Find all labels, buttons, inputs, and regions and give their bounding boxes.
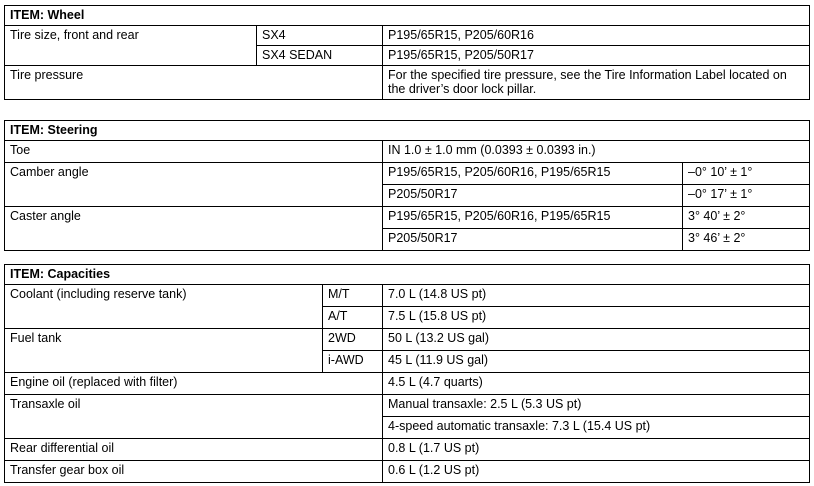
caster-value-1: 3° 40’ ± 2° xyxy=(683,207,810,229)
steering-table xyxy=(4,120,810,251)
wheel-header: ITEM: Wheel xyxy=(5,6,810,26)
transfer-value: 0.6 L (1.2 US pt) xyxy=(383,461,810,483)
caster-label: Caster angle xyxy=(5,207,383,251)
caster-tires-1: P195/65R15, P205/60R16, P195/65R15 xyxy=(383,207,683,229)
rear-diff-label: Rear differential oil xyxy=(5,439,383,461)
engine-oil-label: Engine oil (replaced with filter) xyxy=(5,373,383,395)
capacities-header: ITEM: Capacities xyxy=(5,265,810,285)
coolant-at-label: A/T xyxy=(323,307,383,329)
tire-pressure-label: Tire pressure xyxy=(5,66,383,100)
camber-value-1: –0° 10’ ± 1° xyxy=(683,163,810,185)
caster-value-2: 3° 46’ ± 2° xyxy=(683,229,810,251)
camber-tires-2: P205/50R17 xyxy=(383,185,683,207)
camber-tires-1: P195/65R15, P205/60R16, P195/65R15 xyxy=(383,163,683,185)
fuel-2wd-value: 50 L (13.2 US gal) xyxy=(383,329,810,351)
fuel-2wd-label: 2WD xyxy=(323,329,383,351)
caster-tires-2: P205/50R17 xyxy=(383,229,683,251)
fuel-label: Fuel tank xyxy=(5,329,323,373)
transfer-label: Transfer gear box oil xyxy=(5,461,383,483)
coolant-label: Coolant (including reserve tank) xyxy=(5,285,323,329)
camber-value-2: –0° 17’ ± 1° xyxy=(683,185,810,207)
coolant-mt-label: M/T xyxy=(323,285,383,307)
engine-oil-value: 4.5 L (4.7 quarts) xyxy=(383,373,810,395)
fuel-iawd-label: i-AWD xyxy=(323,351,383,373)
transaxle-auto-value: 4-speed automatic transaxle: 7.3 L (15.4 US pt) xyxy=(383,417,810,439)
tire-pressure-value: For the specified tire pressure, see the Tire Information Label located on the driver’s door lock pillar. xyxy=(383,66,810,100)
toe-label: Toe xyxy=(5,141,383,163)
capacities-table xyxy=(4,264,810,483)
camber-label: Camber angle xyxy=(5,163,383,207)
sx4-sedan-value: P195/65R15, P205/50R17 xyxy=(383,46,810,66)
sx4-value: P195/65R15, P205/60R16 xyxy=(383,26,810,46)
transaxle-label: Transaxle oil xyxy=(5,395,383,439)
transaxle-manual-value: Manual transaxle: 2.5 L (5.3 US pt) xyxy=(383,395,810,417)
steering-header: ITEM: Steering xyxy=(5,121,810,141)
toe-value: IN 1.0 ± 1.0 mm (0.0393 ± 0.0393 in.) xyxy=(383,141,810,163)
wheel-table xyxy=(4,5,810,100)
coolant-at-value: 7.5 L (15.8 US pt) xyxy=(383,307,810,329)
tire-size-label: Tire size, front and rear xyxy=(5,26,257,66)
coolant-mt-value: 7.0 L (14.8 US pt) xyxy=(383,285,810,307)
rear-diff-value: 0.8 L (1.7 US pt) xyxy=(383,439,810,461)
sx4-label: SX4 xyxy=(257,26,383,46)
sx4-sedan-label: SX4 SEDAN xyxy=(257,46,383,66)
fuel-iawd-value: 45 L (11.9 US gal) xyxy=(383,351,810,373)
